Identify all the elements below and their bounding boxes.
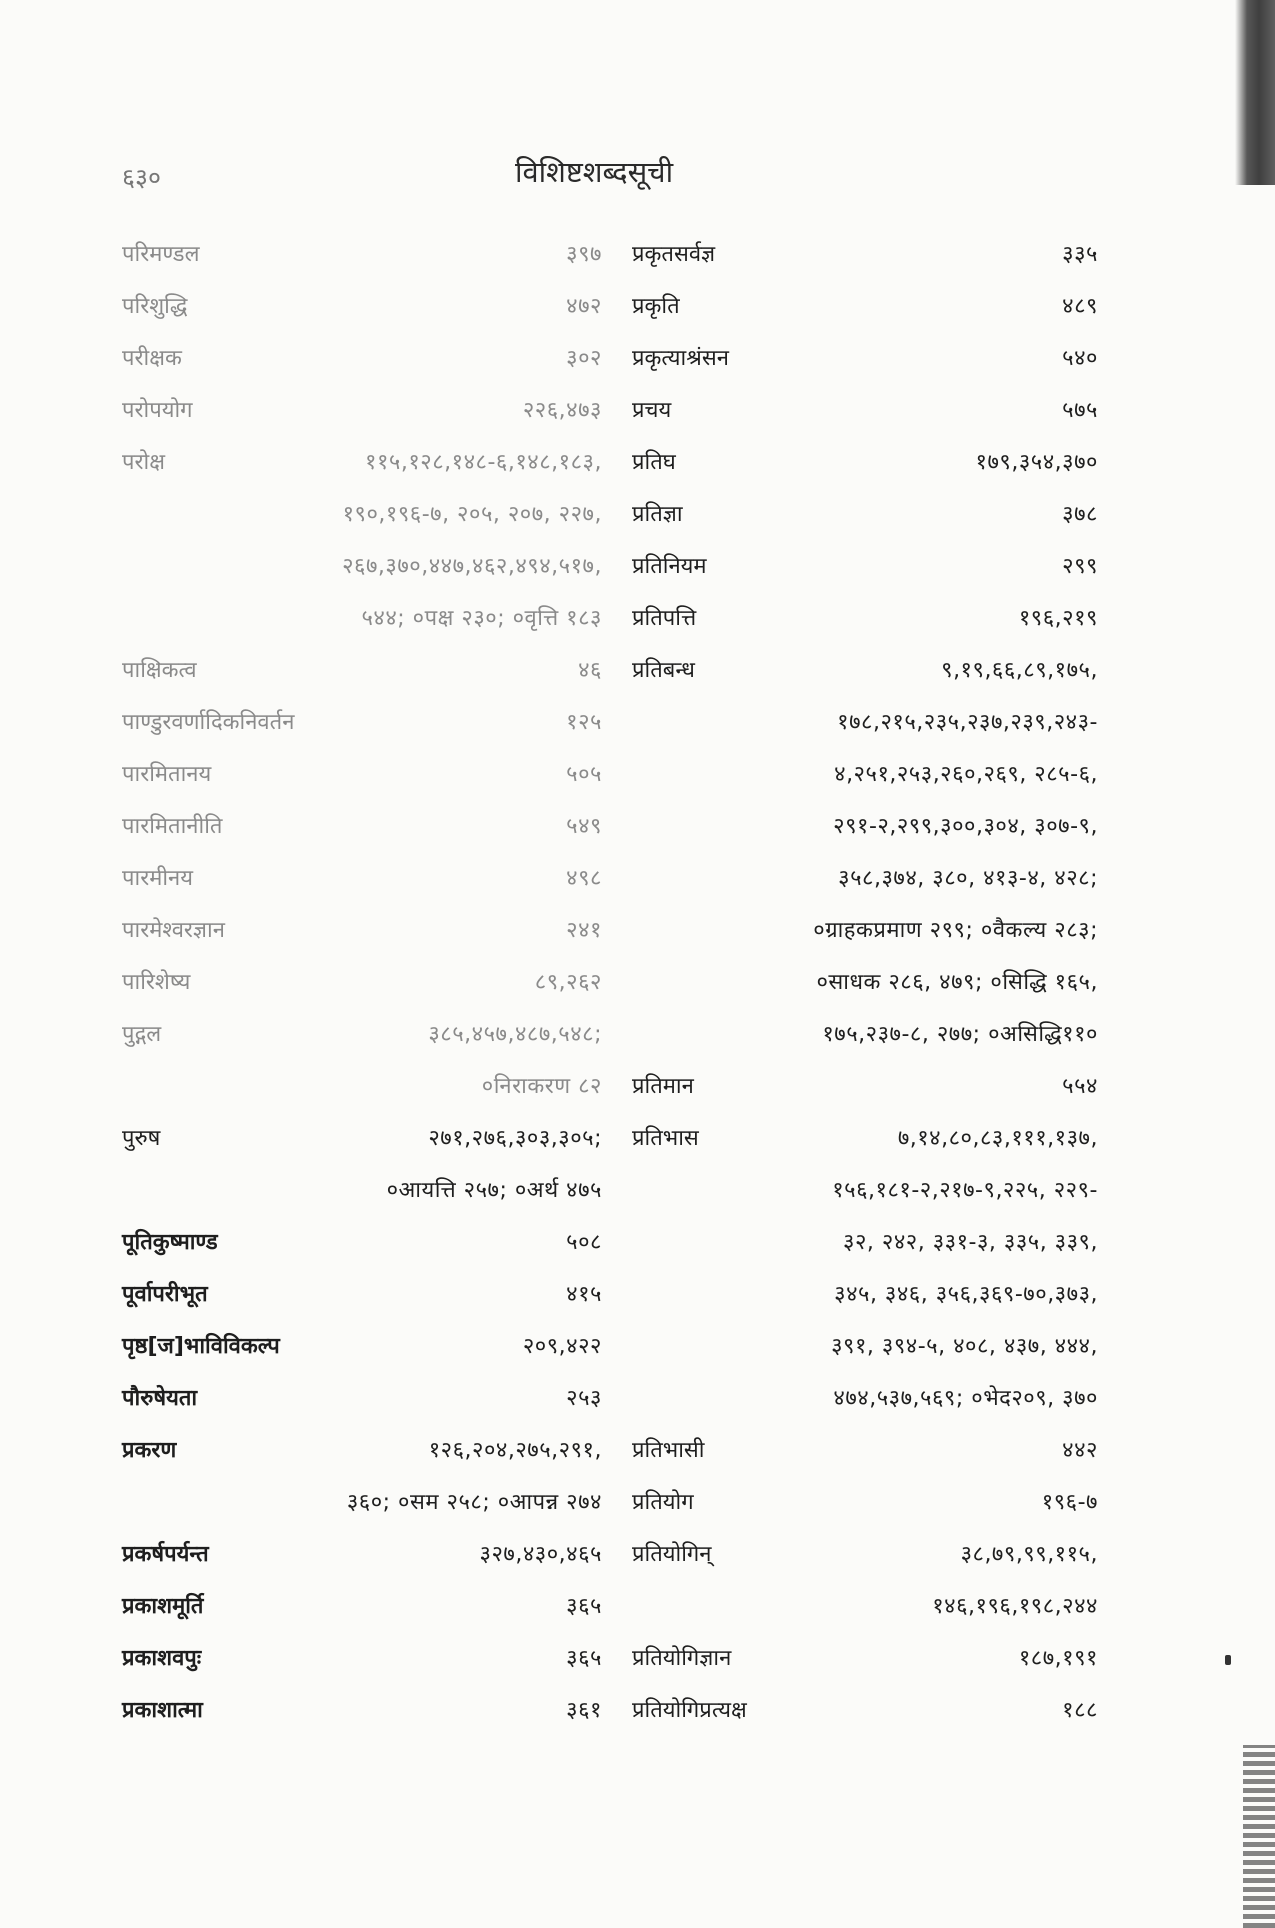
index-entry [122, 1165, 602, 1217]
index-entry [632, 801, 1098, 853]
index-entry [122, 281, 602, 333]
index-page-refs: ०साधक २८६, ४७९; ०सिद्धि १६५, [816, 970, 1098, 995]
index-term: परिमण्डल [122, 242, 200, 267]
index-entry [122, 541, 602, 593]
index-page-refs: ३७८ [1062, 502, 1098, 527]
page-title: विशिष्टशब्दसूची [515, 155, 674, 189]
index-entry [632, 1321, 1098, 1373]
index-term: प्रकरण [122, 1438, 177, 1463]
index-entry [632, 489, 1098, 541]
index-term: पूतिकुष्माण्ड [122, 1230, 218, 1255]
index-entry [122, 593, 602, 645]
scan-edge-mark-bottom [1243, 1745, 1275, 1928]
index-page-refs: २९९ [1062, 554, 1098, 579]
index-entry [122, 853, 602, 905]
index-entry [632, 593, 1098, 645]
index-entry [632, 1165, 1098, 1217]
index-entry [122, 1633, 602, 1685]
index-page-refs: २५३ [566, 1386, 602, 1411]
index-page-refs: १२६,२०४,२७५,२९१, [428, 1438, 602, 1463]
index-page-refs: ५४४; ०पक्ष २३०; ०वृत्ति १८३ [361, 606, 602, 631]
index-term: पाक्षिकत्व [122, 658, 197, 683]
index-entry [122, 1477, 602, 1529]
index-page-refs: १९६-७ [1041, 1490, 1098, 1515]
index-page-refs: ४९८ [566, 866, 602, 891]
index-entry [122, 801, 602, 853]
index-page-refs: ५५४ [1062, 1074, 1098, 1099]
index-page-refs: ३८५,४५७,४८७,५४८; [428, 1022, 602, 1047]
index-entry [122, 437, 602, 489]
index-entry [632, 645, 1098, 697]
index-page-refs: १८८ [1062, 1698, 1098, 1723]
index-page-refs: ११५,१२८,१४८-६,१४८,१८३, [365, 450, 602, 475]
index-term: पारमेश्वरज्ञान [122, 918, 225, 943]
index-term: पुरुष [122, 1126, 161, 1151]
index-page-refs: २७१,२७६,३०३,३०५; [428, 1126, 602, 1151]
index-term: प्रकृति [632, 294, 680, 319]
index-page-refs: ४४२ [1062, 1438, 1098, 1463]
index-term: प्रतिनियम [632, 554, 707, 579]
index-entry [122, 905, 602, 957]
index-page-refs: ५४९ [566, 814, 602, 839]
index-entry [632, 1685, 1098, 1737]
index-entry [122, 1581, 602, 1633]
index-page-refs: १७५,२३७-८, २७७; ०असिद्धि११० [822, 1022, 1098, 1047]
index-term: पुद्गल [122, 1022, 162, 1047]
index-entry [122, 489, 602, 541]
index-term: प्रकाशमूर्ति [122, 1594, 204, 1619]
scan-edge-mark-top [1235, 0, 1275, 185]
index-page-refs: ३२७,४३०,४६५ [479, 1542, 602, 1567]
index-page-refs: १७९,३५४,३७० [975, 450, 1098, 475]
index-page-refs: ०आयत्ति २५७; ०अर्थ ४७५ [386, 1178, 602, 1203]
index-entry [632, 229, 1098, 281]
index-page-refs: १८७,१९१ [1018, 1646, 1098, 1671]
index-page-refs: ४,२५१,२५३,२६०,२६९, २८५-६, [834, 762, 1098, 787]
index-entry [122, 1373, 602, 1425]
index-entry [632, 1529, 1098, 1581]
scan-speck [1225, 1655, 1231, 1665]
index-term: पाण्डुरवर्णादिकनिवर्तन [122, 710, 295, 735]
index-term: प्रतियोगिन् [632, 1542, 712, 1567]
index-page-refs: ०ग्राहकप्रमाण २९९; ०वैकल्य २८३; [813, 918, 1098, 943]
index-page-refs: ३५८,३७४, ३८०, ४१३-४, ४२८; [838, 866, 1098, 891]
index-page-refs: ३४५, ३४६, ३५६,३६९-७०,३७३, [834, 1282, 1098, 1307]
index-entry [632, 1581, 1098, 1633]
index-term: प्रतिपत्ति [632, 606, 697, 631]
index-term: परोपयोग [122, 398, 193, 423]
index-page-refs: ४८९ [1062, 294, 1098, 319]
index-entry [122, 957, 602, 1009]
index-page-refs: १७८,२१५,२३५,२३७,२३९,२४३- [837, 710, 1098, 735]
index-term: प्रकृतसर्वज्ञ [632, 242, 716, 267]
index-entry [632, 1061, 1098, 1113]
index-entry [632, 281, 1098, 333]
index-term: पौरुषेयता [122, 1386, 198, 1411]
page-number: ६३० [122, 163, 162, 192]
index-page-refs: ३८,७९,९९,११५, [960, 1542, 1098, 1567]
index-page-refs: २४१ [566, 918, 602, 943]
index-entry [122, 1217, 602, 1269]
index-term: प्रतियोगिज्ञान [632, 1646, 732, 1671]
index-term: परोक्ष [122, 450, 165, 475]
index-page-refs: ३६०; ०सम २५८; ०आपन्न २७४ [346, 1490, 602, 1515]
index-entry [632, 333, 1098, 385]
index-entry [632, 385, 1098, 437]
index-page-refs: १५६,१८१-२,२१७-९,२२५, २२९- [832, 1178, 1098, 1203]
index-page-refs: २६७,३७०,४४७,४६२,४९४,५१७, [342, 554, 602, 579]
index-entry [632, 1217, 1098, 1269]
index-page-refs: ३९१, ३९४-५, ४०८, ४३७, ४४४, [831, 1334, 1098, 1359]
index-term: प्रकाशात्मा [122, 1698, 203, 1723]
index-term: पारमितानय [122, 762, 212, 787]
index-page-refs: ३९७ [566, 242, 602, 267]
index-term: प्रतियोग [632, 1490, 694, 1515]
index-term: प्रकर्षपर्यन्त [122, 1542, 209, 1567]
index-term: प्रकाशवपुः [122, 1646, 202, 1671]
index-term: प्रतियोगिप्रत्यक्ष [632, 1698, 747, 1723]
index-term: परिशुद्धि [122, 294, 188, 319]
index-entry [122, 645, 602, 697]
index-page-refs: २२६,४७३ [522, 398, 602, 423]
index-page-refs: ०निराकरण ८२ [481, 1074, 602, 1099]
index-entry [632, 1009, 1098, 1061]
index-entry [122, 1009, 602, 1061]
index-term: प्रतिमान [632, 1074, 694, 1099]
index-entry [632, 437, 1098, 489]
index-page-refs: ९,१९,६६,८९,१७५, [941, 658, 1098, 683]
index-entry [122, 749, 602, 801]
index-entry [122, 1425, 602, 1477]
index-entry [122, 1685, 602, 1737]
index-page-refs: ३२, २४२, ३३१-३, ३३५, ३३९, [843, 1230, 1098, 1255]
index-page-refs: ५७५ [1062, 398, 1098, 423]
index-page-refs: ४६ [578, 658, 602, 683]
index-entry [122, 1529, 602, 1581]
index-entry [632, 957, 1098, 1009]
right-column [632, 229, 1098, 1737]
index-term: पारिशेष्य [122, 970, 191, 995]
index-term: प्रतिघ [632, 450, 676, 475]
index-page-refs: ३६५ [566, 1594, 602, 1619]
index-page-refs: १९६,२१९ [1018, 606, 1098, 631]
index-entry [632, 1633, 1098, 1685]
index-entry [632, 853, 1098, 905]
index-term: प्रकृत्याश्रंसन [632, 346, 729, 371]
index-page-refs: ५०५ [566, 762, 602, 787]
index-term: पूर्वापरीभूत [122, 1282, 208, 1307]
index-entry [632, 1477, 1098, 1529]
index-page-refs: ५४० [1062, 346, 1098, 371]
index-page-refs: ३०२ [566, 346, 602, 371]
index-entry [632, 905, 1098, 957]
index-page-refs: ८९,२६२ [534, 970, 602, 995]
index-entry [122, 1321, 602, 1373]
index-term: प्रतिबन्ध [632, 658, 695, 683]
index-entry [632, 749, 1098, 801]
index-entry [122, 1113, 602, 1165]
index-term: पारमितानीति [122, 814, 223, 839]
left-column [122, 229, 602, 1737]
index-entry [122, 333, 602, 385]
index-page-refs: ४१५ [566, 1282, 602, 1307]
index-entry [122, 385, 602, 437]
index-entry [122, 697, 602, 749]
index-entry [632, 1373, 1098, 1425]
index-term: प्रतिभास [632, 1126, 699, 1151]
index-term: पृष्ठ[ज]भाविविकल्प [122, 1334, 280, 1359]
index-entry [632, 541, 1098, 593]
index-entry [122, 1061, 602, 1113]
index-page-refs: ४७४,५३७,५६९; ०भेद२०९, ३७० [833, 1386, 1098, 1411]
index-page-refs: ३६५ [566, 1646, 602, 1671]
index-page-refs: ५०८ [566, 1230, 602, 1255]
index-page-refs: १२५ [566, 710, 602, 735]
index-page-refs: १९०,१९६-७, २०५, २०७, २२७, [342, 502, 602, 527]
index-entry [632, 1113, 1098, 1165]
index-entry [122, 229, 602, 281]
index-page-refs: २९१-२,२९९,३००,३०४, ३०७-९, [833, 814, 1098, 839]
index-page-refs: १४६,१९६,१९८,२४४ [932, 1594, 1098, 1619]
index-page-refs: ३६१ [566, 1698, 602, 1723]
index-entry [632, 1425, 1098, 1477]
index-page-refs: ४७२ [566, 294, 602, 319]
index-term: प्रतिभासी [632, 1438, 705, 1463]
index-entry [632, 1269, 1098, 1321]
index-page-refs: ७,१४,८०,८३,१११,१३७, [897, 1126, 1098, 1151]
index-term: पारमीनय [122, 866, 194, 891]
index-page-refs: २०९,४२२ [522, 1334, 602, 1359]
index-entry [122, 1269, 602, 1321]
index-term: परीक्षक [122, 346, 182, 371]
index-term: प्रतिज्ञा [632, 502, 683, 527]
index-entry [632, 697, 1098, 749]
index-term: प्रचय [632, 398, 672, 423]
index-page-refs: ३३५ [1062, 242, 1098, 267]
